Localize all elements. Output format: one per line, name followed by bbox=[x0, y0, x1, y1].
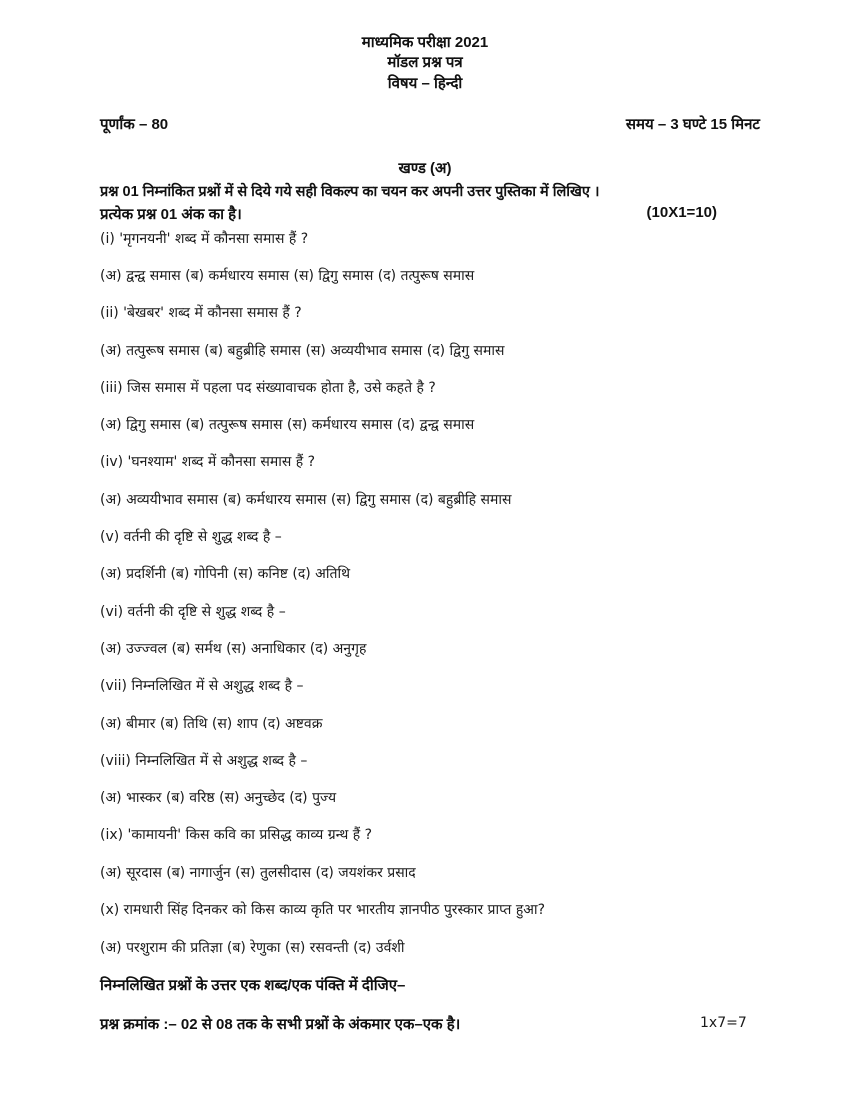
question-2: (ii) 'बेखबर' शब्द में कौनसा समास हैं ? bbox=[100, 305, 302, 321]
short-answer-instruction: निम्नलिखित प्रश्नों के उत्तर एक शब्द/एक पंक्ति में दीजिए– bbox=[100, 977, 406, 994]
options-1: (अ) द्वन्द्व समास (ब) कर्मधारय समास (स) द्विगु समास (द) तत्पुरूष समास bbox=[100, 268, 475, 284]
options-4: (अ) अव्ययीभाव समास (ब) कर्मधारय समास (स) द्विगु समास (द) बहुब्रीहि समास bbox=[100, 492, 512, 508]
footer-marks: 1x7=7 bbox=[700, 1015, 747, 1031]
question-6: (vi) वर्तनी की दृष्टि से शुद्ध शब्द है – bbox=[100, 604, 286, 620]
question-9: (ix) 'कामायनी' किस कवि का प्रसिद्ध काव्य ग्रन्थ हैं ? bbox=[100, 827, 373, 843]
options-2: (अ) तत्पुरूष समास (ब) बहुब्रीहि समास (स) अव्ययीभाव समास (द) द्विगु समास bbox=[100, 343, 505, 359]
time-allowed: समय – 3 घण्टे 15 मिनट bbox=[625, 116, 760, 133]
question-3: (iii) जिस समास में पहला पद संख्यावाचक होता है, उसे कहते है ? bbox=[100, 380, 436, 396]
subject: विषय – हिन्दी bbox=[387, 75, 463, 92]
question-8: (viii) निम्नलिखित में से अशुद्ध शब्द है – bbox=[100, 753, 308, 769]
section-marks: (10X1=10) bbox=[646, 204, 717, 221]
question-10: (x) रामधारी सिंह दिनकर को किस काव्य कृति पर भारतीय ज्ञानपीठ पुरस्कार प्राप्त हुआ? bbox=[100, 902, 546, 918]
section-title: खण्ड (अ) bbox=[398, 160, 452, 177]
marks-per-question: प्रत्येक प्रश्न 01 अंक का है। bbox=[100, 206, 242, 223]
question-4: (iv) 'घनश्याम' शब्द में कौनसा समास हैं ? bbox=[100, 454, 316, 470]
options-8: (अ) भास्कर (ब) वरिष्ठ (स) अनुच्छेद (द) पुज्य bbox=[100, 790, 337, 806]
options-3: (अ) द्विगु समास (ब) तत्पुरूष समास (स) कर्मधारय समास (द) द्वन्द्व समास bbox=[100, 417, 475, 433]
paper-type: मॉडल प्रश्न पत्र bbox=[387, 54, 463, 71]
options-6: (अ) उज्ज्वल (ब) सर्मथ (स) अनाधिकार (द) अनुगृह bbox=[100, 641, 367, 657]
options-10: (अ) परशुराम की प्रतिज्ञा (ब) रेणुका (स) रसवन्ती (द) उर्वशी bbox=[100, 940, 405, 956]
options-5: (अ) प्रदर्शिनी (ब) गोपिनी (स) कनिष्ट (द) अतिथि bbox=[100, 566, 351, 582]
full-marks: पूर्णांक – 80 bbox=[100, 116, 169, 133]
question-5: (v) वर्तनी की दृष्टि से शुद्ध शब्द है – bbox=[100, 529, 282, 545]
marks-note: प्रश्न क्रमांक :– 02 से 08 तक के सभी प्रश्नों के अंकमार एक–एक है। bbox=[100, 1016, 461, 1033]
question-1: (i) 'मृगनयनी' शब्द में कौनसा समास हैं ? bbox=[100, 231, 309, 247]
options-7: (अ) बीमार (ब) तिथि (स) शाप (द) अष्टवक्र bbox=[100, 716, 323, 732]
section-instruction: प्रश्न 01 निम्नांकित प्रश्नों में से दिये गये सही विकल्प का चयन कर अपनी उत्तर पुस्तिका में लिखिए । bbox=[100, 184, 600, 200]
question-7: (vii) निम्नलिखित में से अशुद्ध शब्द है – bbox=[100, 678, 304, 694]
exam-title: माध्यमिक परीक्षा 2021 bbox=[361, 34, 489, 51]
options-9: (अ) सूरदास (ब) नागार्जुन (स) तुलसीदास (द) जयशंकर प्रसाद bbox=[100, 865, 416, 881]
